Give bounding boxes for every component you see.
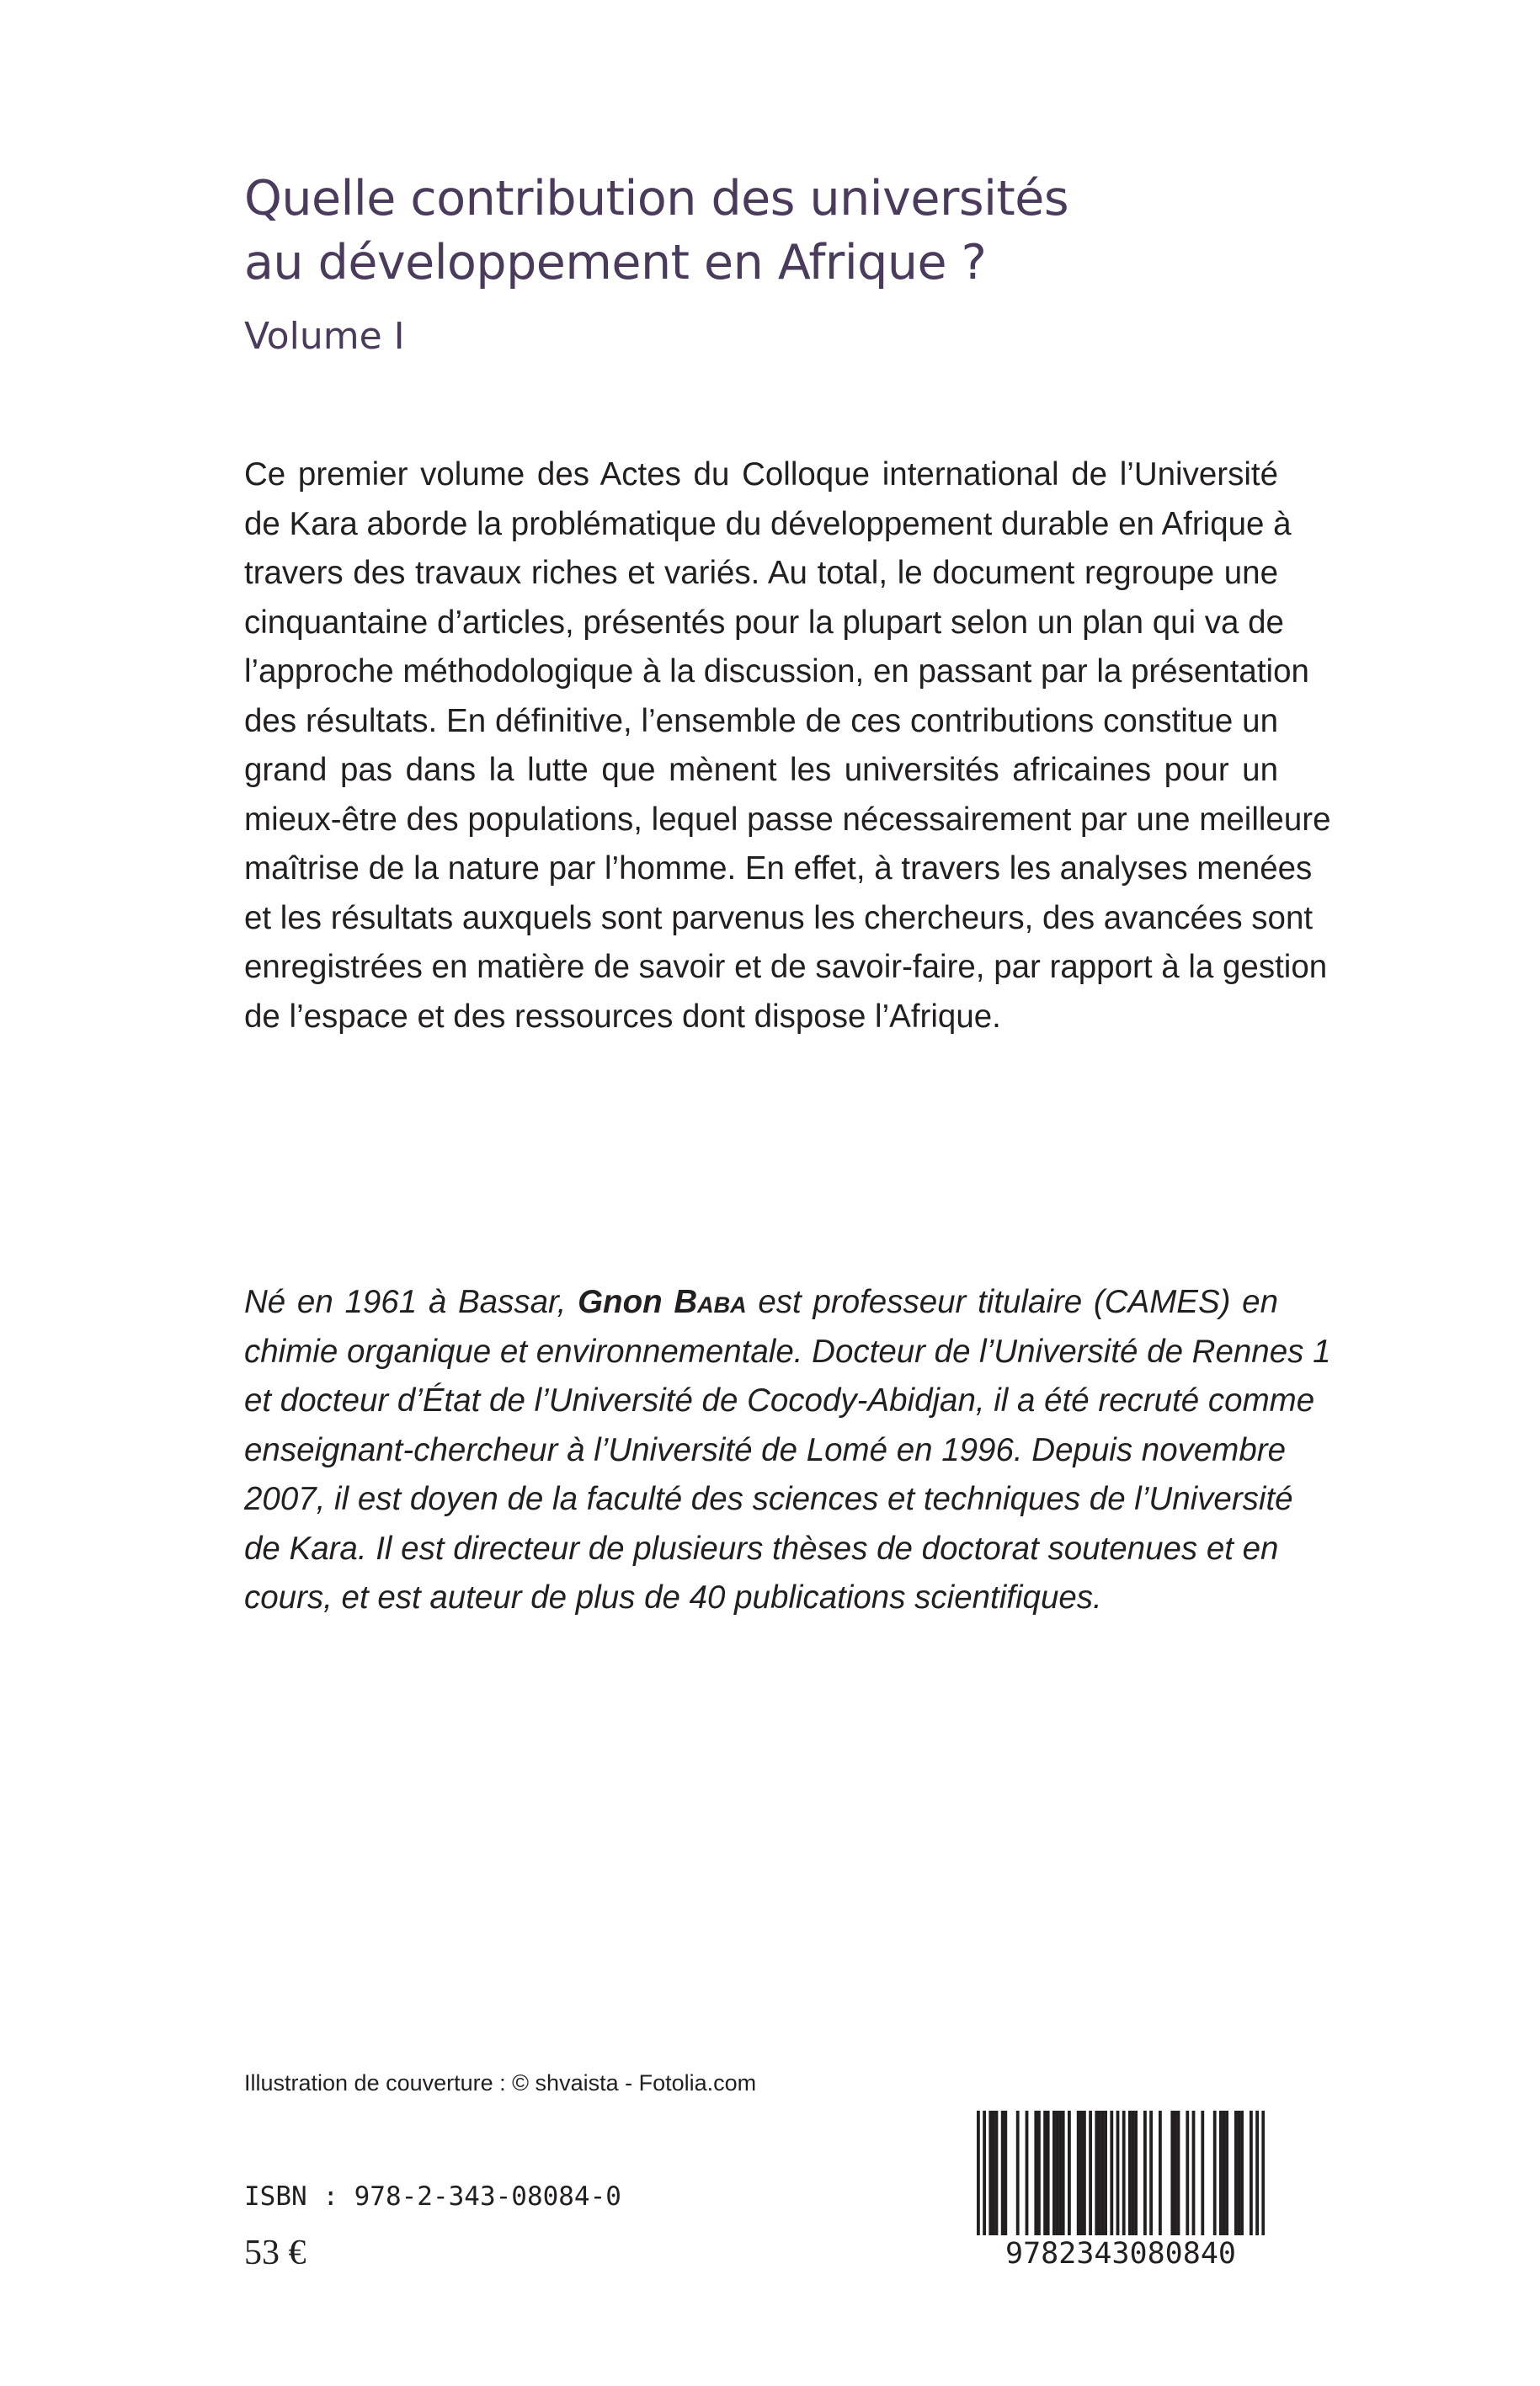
barcode-bar [1225,2111,1228,2235]
barcode-bar [983,2111,986,2235]
barcode-bar [1098,2111,1101,2235]
description-line: de l’espace et des ressources dont dispose l’Afrique. [244,998,1001,1035]
isbn: ISBN : 978-2-343-08084-0 [244,2181,621,2212]
barcode-bar [1095,2111,1098,2235]
bio-line: cours, et est auteur de plus de 40 publications scientifiques. [244,1579,1102,1616]
barcode-bar [1037,2111,1041,2235]
barcode-bar [1149,2111,1153,2235]
barcode-bar [1143,2111,1147,2235]
barcode-bar [1034,2111,1037,2235]
bio-line-first [244,1278,1278,1328]
bio-suffix: est professeur titulaire (CAMES) en [746,1284,1279,1320]
barcode-bar [977,2111,980,2235]
bio-line: 2007, il est doyen de la faculté des sciences et techniques de l’Université [244,1481,1293,1517]
bio-line: chimie organique et environnementale. Docteur de l’Université de Rennes 1 [244,1333,1331,1370]
volume-label: Volume I [244,315,405,358]
author-name [578,1284,747,1320]
barcode-bar [1134,2111,1138,2235]
book-description [244,450,1331,1041]
barcode-bar [1058,2111,1062,2235]
barcode-bar [1122,2111,1126,2235]
bio-line: et docteur d’État de l’Université de Cocody-Abidjan, il a été recruté comme [244,1382,1315,1419]
description-line: travers des travaux riches et variés. Au total, le document regroupe une [244,555,1278,591]
barcode-bar [1068,2111,1071,2235]
barcode-bar [1077,2111,1080,2235]
barcode-bar [1201,2111,1204,2235]
barcode-bar [1052,2111,1056,2235]
barcode-bar [1110,2111,1113,2235]
barcode-bar [1240,2111,1244,2235]
barcode [977,2111,1265,2271]
barcode-bar [1001,2111,1004,2235]
description-line: Ce premier volume des Actes du Colloque international de l’Université [244,456,1278,493]
barcode-bar [1170,2111,1174,2235]
barcode-bar [1004,2111,1007,2235]
barcode-bar [1089,2111,1092,2235]
bio-line: de Kara. Il est directeur de plusieurs thèses de doctorat soutenues et en [244,1530,1279,1567]
description-line: et les résultats auxquels sont parvenus les chercheurs, des avancées sont [244,899,1314,936]
barcode-bar [1186,2111,1189,2235]
description-line: enregistrées en matière de savoir et de savoir-faire, par rapport à la gestion [244,949,1328,985]
book-title-line-1: Quelle contribution des universités [244,171,1069,226]
barcode-bar [1255,2111,1259,2235]
barcode-bars [977,2111,1265,2235]
barcode-bar [1047,2111,1050,2235]
barcode-bar [995,2111,999,2235]
barcode-bar [1079,2111,1083,2235]
barcode-bar [1104,2111,1107,2235]
barcode-bar [1132,2111,1135,2235]
barcode-bar [1062,2111,1065,2235]
description-line: cinquantaine d’articles, présentés pour la plupart selon un plan qui va de [244,604,1284,641]
barcode-bar [1083,2111,1086,2235]
barcode-bar [1043,2111,1047,2235]
book-title-line-2: au développement en Afrique ? [244,235,987,290]
description-line: des résultats. En définitive, l’ensemble de ces contributions constitue un [244,702,1278,739]
description-line: mieux-être des populations, lequel passe nécessairement par une meilleure [244,801,1331,838]
description-line: grand pas dans la lutte que mènent les universités africaines pour un [244,752,1278,788]
illustration-credit: Illustration de couverture : © shvaista - Fotolia.com [244,2070,757,2096]
book-title [244,167,1322,295]
barcode-bar [1250,2111,1253,2235]
barcode-digits: 9782343080840 [1005,2237,1236,2271]
barcode-bar [988,2111,992,2235]
barcode-bar [1261,2111,1265,2235]
description-line: maîtrise de la nature par l’homme. En effet, à travers les analyses menées [244,850,1313,887]
barcode-bar [1128,2111,1132,2235]
description-line: de Kara aborde la problématique du développement durable en Afrique à [244,505,1292,542]
barcode-bar [1213,2111,1217,2235]
barcode-bar [1174,2111,1177,2235]
barcode-bar [1219,2111,1223,2235]
barcode-bar [1159,2111,1162,2235]
author-first-name: Gnon [578,1284,674,1320]
barcode-bar [1056,2111,1059,2235]
barcode-bar [1234,2111,1238,2235]
author-last-name: Baba [674,1284,747,1320]
barcode-bar [1192,2111,1196,2235]
author-bio [244,1278,1331,1623]
bio-prefix: Né en 1961 à Bassar, [244,1284,578,1320]
barcode-bar [1238,2111,1241,2235]
barcode-bar [1223,2111,1226,2235]
barcode-bar [1026,2111,1029,2235]
barcode-bar [1101,2111,1105,2235]
price: 53 € [244,2234,306,2272]
description-line: l’approche méthodologique à la discussion, en passant par la présentation [244,653,1309,690]
barcode-bar [1116,2111,1120,2235]
barcode-bar [1177,2111,1180,2235]
bio-line: enseignant-chercheur à l’Université de Lomé en 1996. Depuis novembre [244,1431,1287,1468]
barcode-bar [992,2111,995,2235]
barcode-bar [1016,2111,1020,2235]
